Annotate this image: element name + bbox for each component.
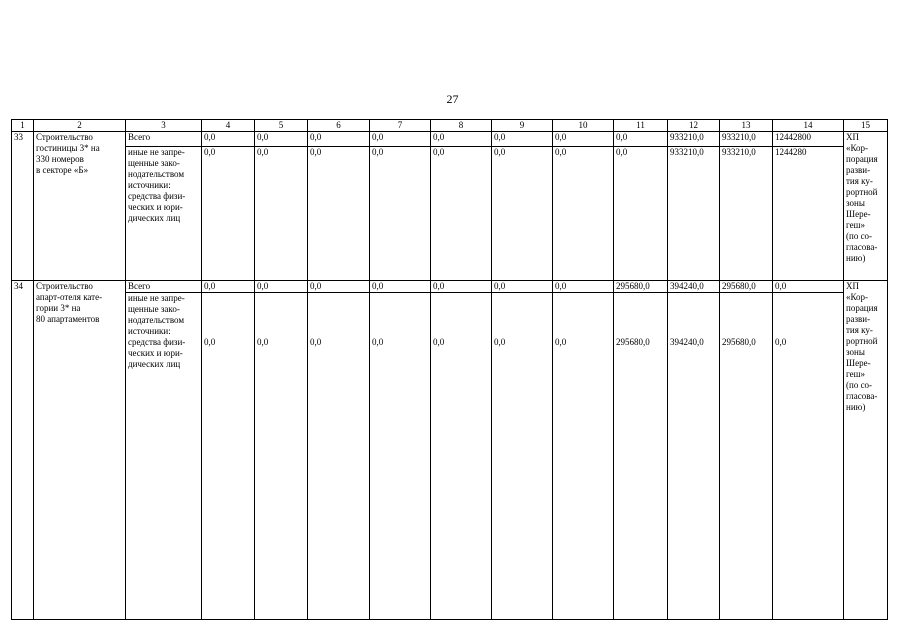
column-header: 11: [614, 120, 668, 132]
table-cell: 933210,0: [720, 147, 773, 281]
table-cell: 0,0: [553, 132, 614, 147]
column-header: 12: [668, 120, 720, 132]
table-row: [12, 147, 888, 281]
total-label: Всего: [126, 132, 202, 147]
table-row: [12, 132, 888, 147]
table-cell: 295680,0: [720, 281, 773, 293]
column-header: 5: [255, 120, 308, 132]
page-number: 27: [446, 92, 459, 106]
table-row: [12, 293, 888, 620]
table-cell: 933210,0: [668, 147, 720, 281]
table-cell: 0,0: [308, 293, 370, 620]
table-cell: 0,0: [370, 281, 431, 293]
table-cell: 394240,0: [668, 281, 720, 293]
funding-source-label: иные не запре- щенные зако- нодательством источники: средства физи- ческих и юри- дических лиц: [126, 293, 202, 620]
table-cell: 0,0: [202, 147, 255, 281]
table-cell: 933210,0: [720, 132, 773, 147]
table-cell: 295680,0: [720, 293, 773, 620]
table-cell: 0,0: [492, 293, 553, 620]
table-cell: 0,0: [553, 293, 614, 620]
table-cell: 0,0: [492, 132, 553, 147]
header-row: [12, 120, 888, 132]
column-header: 1: [12, 120, 34, 132]
table-cell: 0,0: [308, 147, 370, 281]
table-cell: 0,0: [370, 293, 431, 620]
column-header: 6: [308, 120, 370, 132]
column-header: 9: [492, 120, 553, 132]
column-header: 13: [720, 120, 773, 132]
table-cell: 0,0: [202, 132, 255, 147]
table-cell: 0,0: [773, 293, 844, 620]
program-table: [11, 119, 888, 620]
table-cell: 0,0: [255, 132, 308, 147]
column-header: 14: [773, 120, 844, 132]
table-cell: 0,0: [431, 281, 492, 293]
table-cell: 295680,0: [614, 281, 668, 293]
column-header: 4: [202, 120, 255, 132]
measure-name: Строительство гостиницы 3* на 330 номеров в секторе «Б»: [34, 132, 126, 281]
column-header: 15: [844, 120, 888, 132]
table-cell: 0,0: [255, 281, 308, 293]
table-cell: 0,0: [255, 147, 308, 281]
table-cell: 0,0: [202, 281, 255, 293]
column-header: 8: [431, 120, 492, 132]
table-cell: 12442800: [773, 132, 844, 147]
table-cell: 0,0: [553, 281, 614, 293]
total-label: Всего: [126, 281, 202, 293]
table-cell: 0,0: [614, 147, 668, 281]
column-header: 10: [553, 120, 614, 132]
table-cell: 0,0: [308, 132, 370, 147]
table-cell: 0,0: [431, 132, 492, 147]
funding-source-label: иные не запре- щенные зако- нодательством источники: средства физи- ческих и юри- дических лиц: [126, 147, 202, 281]
column-header: 2: [34, 120, 126, 132]
table-cell: 0,0: [431, 147, 492, 281]
responsible-executor: ХП «Кор- порация разви- тия ку- рортной зоны Шере- геш» (по со- гласова- нию): [844, 132, 888, 281]
table-cell: 394240,0: [668, 293, 720, 620]
table-cell: 1244280: [773, 147, 844, 281]
table-cell: 0,0: [492, 281, 553, 293]
column-header: 3: [126, 120, 202, 132]
table-cell: 0,0: [255, 293, 308, 620]
table-cell: 933210,0: [668, 132, 720, 147]
table-cell: 0,0: [202, 293, 255, 620]
table-cell: 0,0: [492, 147, 553, 281]
measure-name: Строительство апарт-отеля кате- гории 3* на 80 апартаментов: [34, 281, 126, 620]
table-cell: 295680,0: [614, 293, 668, 620]
table-cell: 0,0: [370, 147, 431, 281]
table-cell: 0,0: [614, 132, 668, 147]
table-cell: 0,0: [370, 132, 431, 147]
column-header: 7: [370, 120, 431, 132]
table-cell: 0,0: [773, 281, 844, 293]
table-row: [12, 281, 888, 293]
table-cell: 0,0: [553, 147, 614, 281]
responsible-executor: ХП «Кор- порация разви- тия ку- рортной зоны Шере- геш» (по со- гласова- нию): [844, 281, 888, 620]
row-number: 33: [12, 132, 34, 281]
row-number: 34: [12, 281, 34, 620]
table-cell: 0,0: [431, 293, 492, 620]
table-cell: 0,0: [308, 281, 370, 293]
